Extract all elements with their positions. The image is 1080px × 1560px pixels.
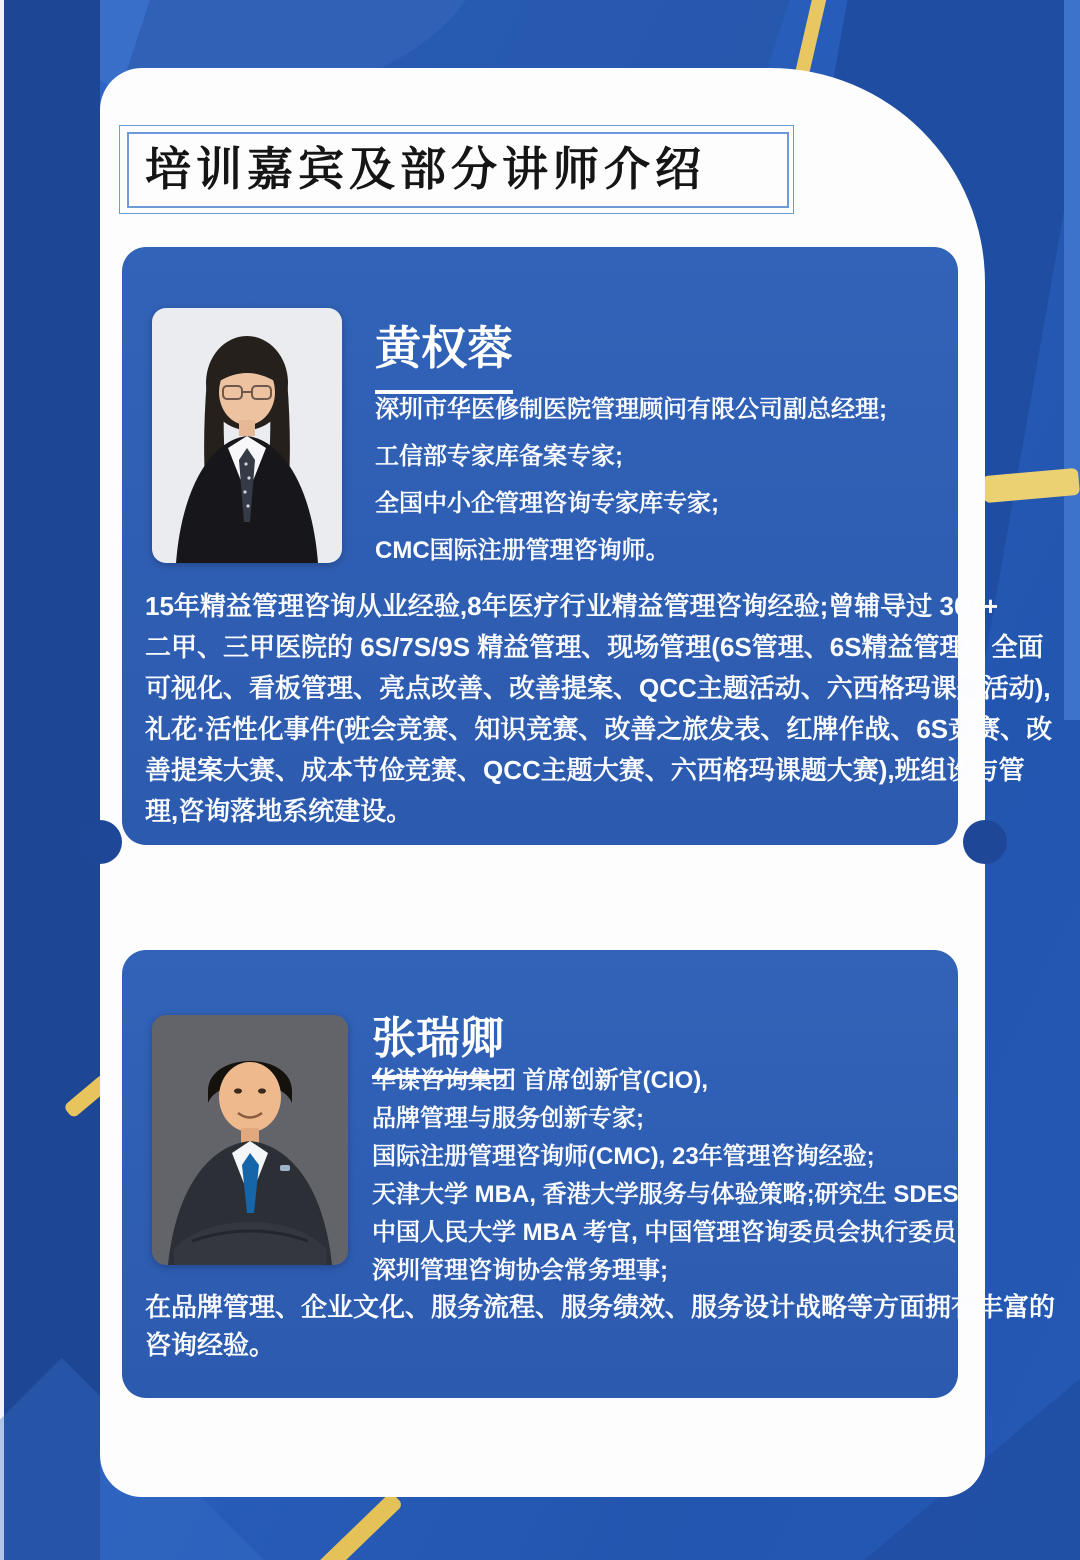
credential-line: 深圳管理咨询协会常务理事; [372, 1257, 668, 1284]
profile-photo-zhang [152, 1015, 348, 1265]
summary-line: 15年精益管理咨询从业经验,8年医疗行业精益管理咨询经验;曾辅导过 300+ [145, 591, 999, 621]
profile-summary [145, 586, 1052, 832]
credential-line: 天津大学 MBA, 香港大学服务与体验策略;研究生 SDES, [372, 1181, 966, 1208]
profile-photo-huang [152, 308, 342, 563]
summary-line: 理,咨询落地系统建设。 [145, 796, 413, 826]
profile-name: 张瑞卿 [372, 1002, 504, 1079]
yellow-ribbon-bottom [315, 1492, 404, 1560]
credential-line: 品牌管理与服务创新专家; [372, 1105, 644, 1132]
credential-line: 深圳市华医修制医院管理顾问有限公司副总经理; [375, 396, 887, 423]
credential-line: 工信部专家库备案专家; [375, 443, 623, 470]
credential-line: 全国中小企管理咨询专家库专家; [375, 490, 719, 517]
credential-line: CMC国际注册管理咨询师。 [375, 537, 670, 564]
background-navy-band-left [4, 0, 100, 1560]
summary-line: 礼花·活性化事件(班会竞赛、知识竞赛、改善之旅发表、红牌作战、6S竞赛、改 [145, 714, 1053, 744]
profile-name: 黄权蓉 [375, 312, 513, 394]
profile-credentials [375, 386, 887, 574]
summary-line: 二甲、三甲医院的 6S/7S/9S 精益管理、现场管理(6S管理、6S精益管理、全面 [145, 632, 1044, 662]
portrait-illustration-female [152, 308, 342, 563]
title-frame [127, 132, 789, 208]
page-title: 培训嘉宾及部分讲师介绍 [145, 143, 706, 195]
credential-line: 国际注册管理咨询师(CMC), 23年管理咨询经验; [372, 1143, 875, 1170]
ticket-notch-left [78, 820, 122, 864]
summary-line: 善提案大赛、成本节俭竞赛、QCC主题大赛、六西格玛课题大赛),班组设与管 [145, 755, 1025, 785]
portrait-illustration-male [152, 1015, 348, 1265]
summary-line: 咨询经验。 [145, 1330, 276, 1360]
profile-credentials [372, 1062, 965, 1290]
summary-line: 在品牌管理、企业文化、服务流程、服务绩效、服务设计战略等方面拥有丰富的 [145, 1292, 1056, 1322]
credential-line: 中国人民大学 MBA 考官, 中国管理咨询委员会执行委员, [372, 1219, 964, 1246]
summary-line: 可视化、看板管理、亮点改善、改善提案、QCC主题活动、六西格玛课题活动), [145, 673, 1051, 703]
credential-line: 华谋咨询集团 首席创新官(CIO), [372, 1067, 708, 1094]
profile-summary [145, 1288, 1055, 1364]
background-sliver-right [1064, 0, 1080, 720]
